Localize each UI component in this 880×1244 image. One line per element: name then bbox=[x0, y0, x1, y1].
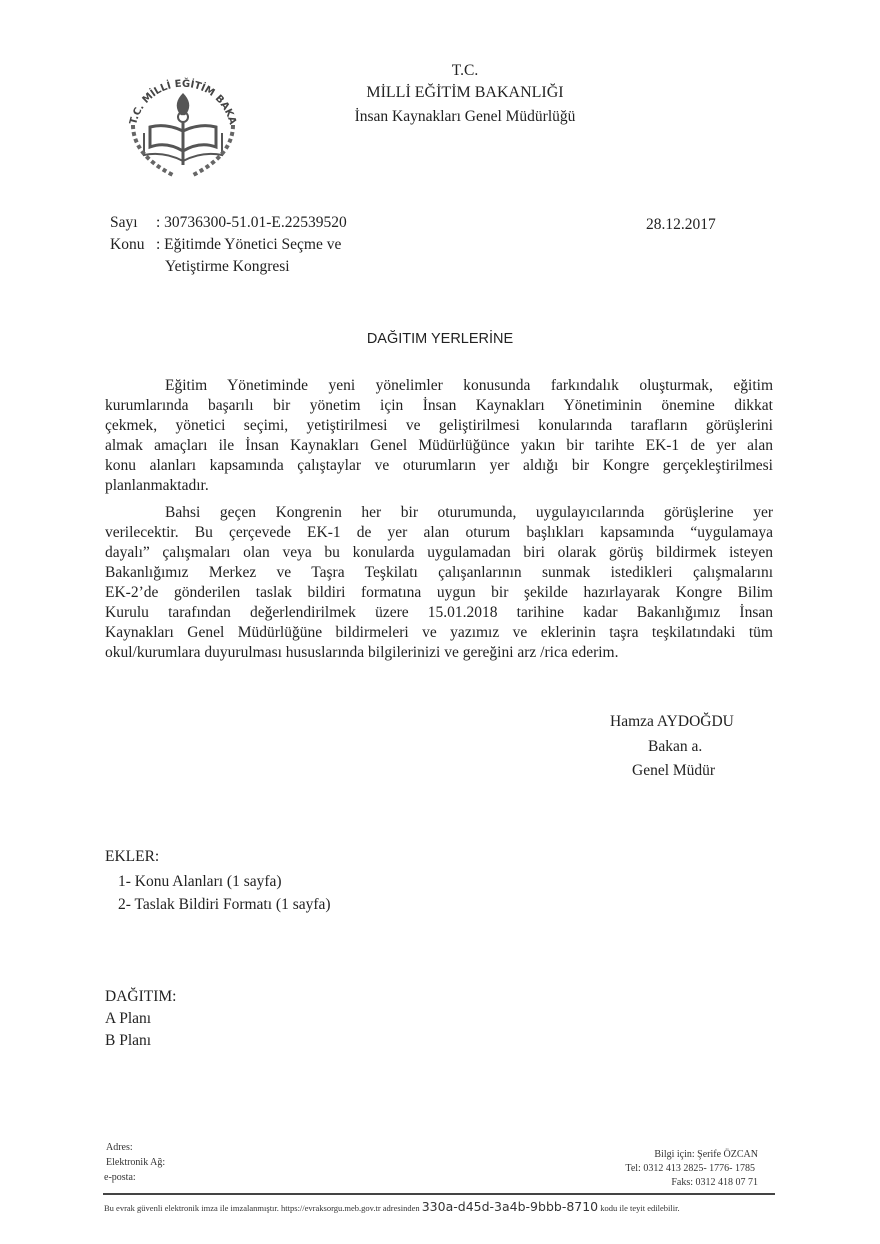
header-ministry: MİLLİ EĞİTİM BAKANLIĞI bbox=[366, 84, 564, 101]
konu-value-1: : Eğitimde Yönetici Seçme ve bbox=[156, 236, 342, 253]
paragraph-line: kurumlarında başarılı bir yönetim için İnsan Kaynakları Yönetiminin önemine dikkat bbox=[105, 397, 773, 414]
paragraph-line: EK-2’de gönderilen taslak bildiri formatına uygun bir şekilde hazırlayarak Kongre Bilim bbox=[105, 584, 773, 601]
attachment-item: 2- Taslak Bildiri Formatı (1 sayfa) bbox=[118, 896, 331, 913]
attachments-label: EKLER: bbox=[105, 848, 160, 865]
footer-tel: Tel: 0312 413 2825- 1776- 1785 bbox=[625, 1163, 755, 1174]
recipient: DAĞITIM YERLERİNE bbox=[366, 331, 514, 347]
paragraph-line: Bakanlığımız Merkez ve Taşra Teşkilatı çalışanlarının sunmak istedikleri çalışmalarını bbox=[105, 564, 773, 581]
header-department: İnsan Kaynakları Genel Müdürlüğü bbox=[354, 108, 576, 125]
footer-email: e-posta: bbox=[104, 1172, 136, 1183]
konu-value-2: Yetiştirme Kongresi bbox=[165, 258, 290, 275]
document-date: 28.12.2017 bbox=[646, 216, 716, 233]
footer-address: Adres: bbox=[106, 1142, 133, 1153]
paragraph-line: Kurulu tarafından değerlendirilmek üzere 15.01.2018 tarihine kadar Bakanlığımız İnsan bbox=[105, 604, 773, 621]
verification-suffix: kodu ile teyit edilebilir. bbox=[600, 1203, 680, 1213]
header-tc: T.C. bbox=[451, 62, 479, 79]
sayi-label: Sayı bbox=[110, 214, 138, 231]
distribution-item: B Planı bbox=[105, 1032, 152, 1049]
footer-divider bbox=[103, 1193, 775, 1195]
signer-title-1: Bakan a. bbox=[648, 738, 703, 755]
svg-text:T.C. MİLLİ EĞİTİM BAKANLIĞI: T.C. MİLLİ EĞİTİM BAKA bbox=[128, 78, 238, 126]
footer-network: Elektronik Ağ: bbox=[106, 1157, 166, 1168]
paragraph-line: planlanmaktadır. bbox=[105, 477, 209, 494]
paragraph-line: Kaynakları Genel Müdürlüğüne bildirmeleri ve yazımız ve eklerinin taşra teşkilatındaki tüm bbox=[105, 624, 773, 641]
sayi-value: : 30736300-51.01-E.22539520 bbox=[156, 214, 347, 231]
paragraph-line: verilecektir. Bu çerçevede EK-1 de yer alan oturum başlıkları kapsamında “uygulamaya bbox=[105, 524, 773, 541]
paragraph-line: Bahsi geçen Kongrenin her bir oturumunda, uygulayıcılarında görüşlerine yer bbox=[165, 504, 773, 521]
paragraph-line: dayalı” çalışmaları olan veya bu konularda uygulamadan biri olarak görüş bildirmek isteyen bbox=[105, 544, 773, 561]
footer-fax: Faks: 0312 418 07 71 bbox=[671, 1177, 758, 1188]
attachment-item: 1- Konu Alanları (1 sayfa) bbox=[118, 873, 282, 890]
paragraph-line: okul/kurumlara duyurulması hususlarında bilgilerinizi ve gereğini arz /rica ederim. bbox=[105, 644, 619, 661]
verification-note bbox=[104, 1199, 680, 1214]
verification-prefix: Bu evrak güvenli elektronik imza ile imzalanmıştır. https://evraksorgu.meb.gov.tr adresinden bbox=[104, 1203, 420, 1213]
paragraph-line: Eğitim Yönetiminde yeni yönelimler konusunda farkındalık oluşturmak, eğitim bbox=[165, 377, 773, 394]
verification-code: 330a-d45d-3a4b-9bbb-8710 bbox=[421, 1199, 599, 1214]
signer-title-2: Genel Müdür bbox=[632, 762, 716, 779]
paragraph-line: konu alanları kapsamında çalıştaylar ve oturumların yer aldığı bir Kongre gerçekleştirilmesi bbox=[105, 457, 773, 474]
distribution-label: DAĞITIM: bbox=[105, 988, 177, 1005]
footer-info: Bilgi için: Şerife ÖZCAN bbox=[654, 1149, 758, 1160]
signer-name: Hamza AYDOĞDU bbox=[610, 713, 734, 730]
paragraph-line: çekmek, yönetici seçimi, yetiştirilmesi ve geliştirilmesi konularında tarafların görüşlerini bbox=[105, 417, 773, 434]
konu-label: Konu bbox=[110, 236, 145, 253]
paragraph-line: almak amaçları ile İnsan Kaynakları Genel Müdürlüğünce yakın bir tarihte EK-1 de yer alan bbox=[105, 437, 773, 454]
distribution-item: A Planı bbox=[105, 1010, 152, 1027]
